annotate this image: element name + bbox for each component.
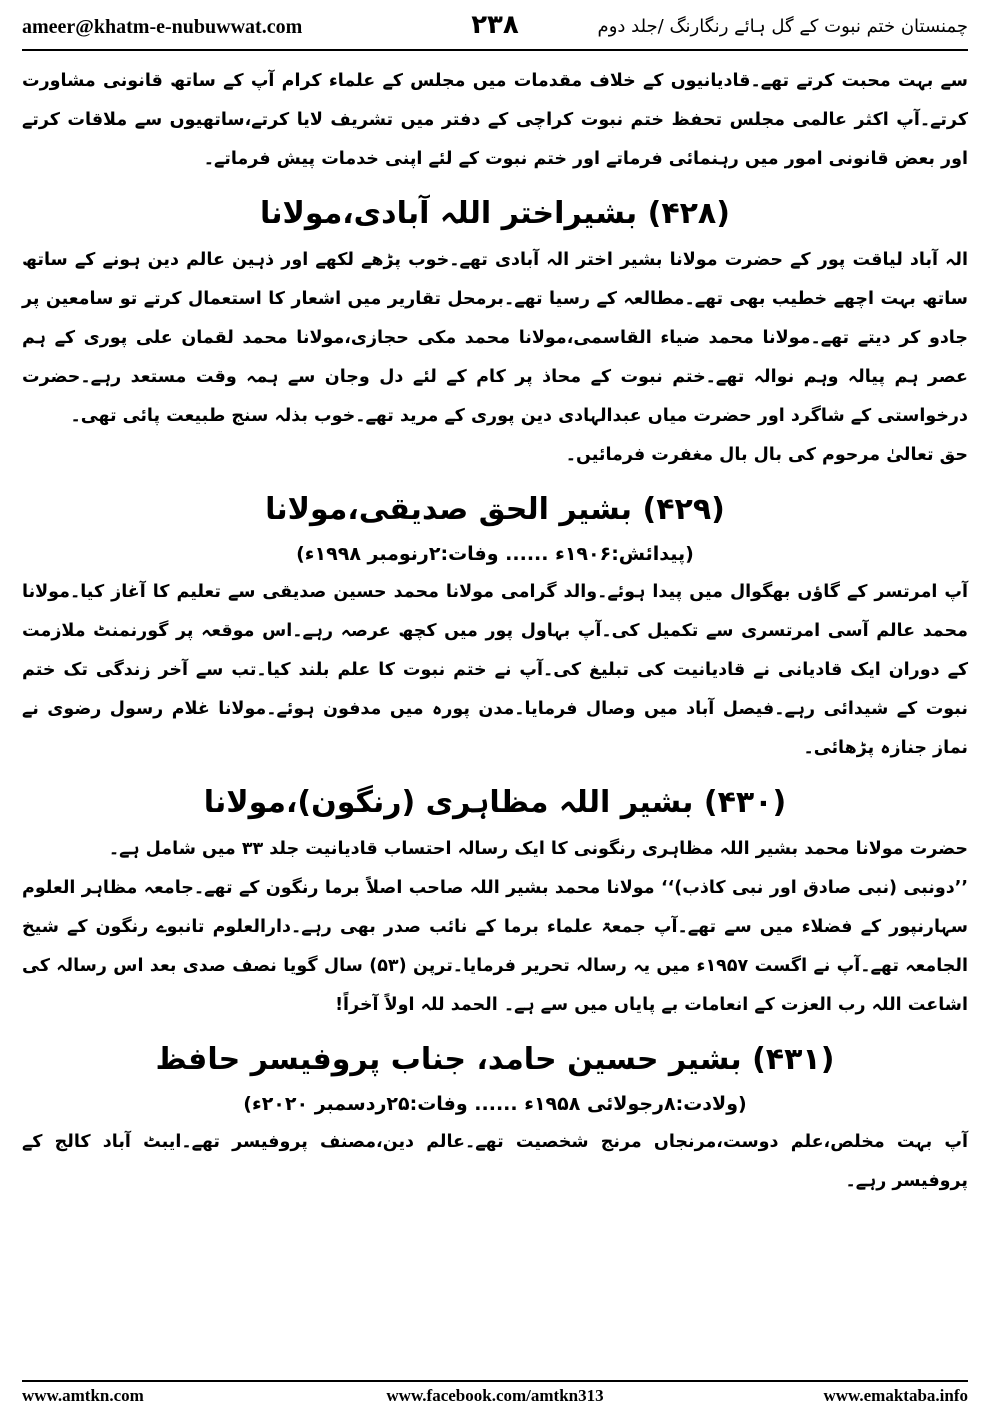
- header-email[interactable]: ameer@khatm-e-nubuwwat.com: [22, 16, 303, 38]
- body-paragraph: سے بہت محبت کرتے تھے۔قادیانیوں کے خلاف مقدمات میں مجلس کے علماء کرام آپ کے ساتھ قانونی مشاورت کرتے۔آپ اکثر عالمی مجلس تحفظ ختم نبوت کراچی کے دفتر میں تشریف لایا کرتے،ساتھیوں سے ملاقات کرتے اور بعض قانونی امور میں رہنمائی فرماتے اور ختم نبوت کے لئے اپنی خدمات پیش فرماتے۔: [22, 71, 968, 169]
- entry-heading: (۴۳۱) بشیر حسین حامد، جناب پروفیسر حافظ: [155, 1042, 835, 1077]
- body-paragraph: الہ آباد لیاقت پور کے حضرت مولانا بشیر اختر الہ آبادی تھے۔خوب پڑھے لکھے اور ذہین عالم دین ہونے کے ساتھ ساتھ بہت اچھے خطیب بھی تھے۔مطالعہ کے رسیا تھے۔برمحل تقاریر میں اشعار کا استعمال کرتے تو سامعین پر جادو کر دیتے تھے۔مولانا محمد ضیاء القاسمی،مولانا محمد مکی حجازی،مولانا محمد لقمان علی پوری کے ہم عصر ہم پیالہ وہم نوالہ تھے۔ختم نبوت کے محاذ پر کام کے لئے دل وجان سے ہمہ وقت مستعد رہے۔حضرت درخواستی کے شاگرد اور حضرت میاں عبدالہادی دین پوری کے مرید تھے۔خوب بذلہ سنج طبیعت پائی تھی۔: [22, 250, 968, 426]
- entry-dates: (پیدائش:۱۹۰۶ء ...... وفات:۲رنومبر ۱۹۹۸ء): [296, 543, 694, 565]
- footer-link-right[interactable]: www.emaktaba.info: [823, 1386, 968, 1405]
- body-paragraph: حق تعالیٰ مرحوم کی بال بال مغفرت فرمائیں۔: [565, 445, 968, 465]
- book-title: چمنستان ختم نبوت کے گل ہائے رنگارنگ /جلد دوم: [597, 16, 968, 37]
- entry-heading: (۴۲۹) بشیر الحق صدیقی،مولانا: [265, 492, 725, 527]
- entry-heading: (۴۳۰) بشیر اللہ مظاہری (رنگون)،مولانا: [203, 785, 787, 820]
- entry-heading: (۴۲۸) بشیراختر اللہ آبادی،مولانا: [260, 196, 730, 231]
- body-paragraph: آپ امرتسر کے گاؤں بھگوال میں پیدا ہوئے۔والد گرامی مولانا محمد حسین صدیقی سے تعلیم کا آغاز کیا۔مولانا محمد عالم آسی امرتسری سے تکمیل کی۔آپ بہاول پور میں کچھ عرصہ رہے۔اس موقعہ پر گورنمنٹ ملازمت کے دوران ایک قادیانی نے قادیانیت کی تبلیغ کی۔آپ نے ختم نبوت کا علم بلند کیا۔تب سے آخر زندگی تک ختم نبوت کے شیدائی رہے۔فیصل آباد میں وصال فرمایا۔مدن پورہ میں مدفون ہوئے۔مولانا غلام رسول رضوی نے نماز جنازہ پڑھائی۔: [22, 582, 968, 758]
- header-divider: [22, 49, 968, 51]
- page-header: [22, 8, 968, 50]
- body-paragraph: حضرت مولانا محمد بشیر اللہ مظاہری رنگونی کا ایک رسالہ احتساب قادیانیت جلد ۳۳ میں شامل ہے۔: [108, 839, 968, 859]
- footer-link-left[interactable]: www.amtkn.com: [22, 1386, 144, 1405]
- page-footer: [22, 1386, 968, 1410]
- footer-link-center[interactable]: www.facebook.com/amtkn313: [386, 1386, 604, 1405]
- body-paragraph: آپ بہت مخلص،علم دوست،مرنجاں مرنج شخصیت تھے۔عالم دین،مصنف پروفیسر تھے۔ایبٹ آباد کالج کے پروفیسر رہے۔: [22, 1132, 968, 1191]
- footer-divider: [22, 1380, 968, 1382]
- entry-dates: (ولادت:۸رجولائی ۱۹۵۸ء ...... وفات:۲۵ردسمبر ۲۰۲۰ء): [243, 1093, 747, 1115]
- body-paragraph: ’’دونبی (نبی صادق اور نبی کاذب)‘‘ مولانا محمد بشیر اللہ صاحب اصلاً برما رنگون کے تھے۔جامعہ مظاہر العلوم سہارنپور کے فضلاء میں سے تھے۔آپ جمعۃ علماء برما کے نائب صدر بھی رہے۔دارالعلوم تانبوے رنگون کے شیخ الجامعہ تھے۔آپ نے اگست ۱۹۵۷ء میں یہ رسالہ تحریر فرمایا۔ترپن (۵۳) سال گویا نصف صدی بعد اس رسالہ کی اشاعت اللہ رب العزت کے انعامات بے پایاں میں سے ہے۔ الحمد للہ اولاً آخراً!: [22, 878, 968, 1015]
- page-body: [22, 62, 968, 1372]
- page-number: ۲۳۸: [471, 10, 519, 40]
